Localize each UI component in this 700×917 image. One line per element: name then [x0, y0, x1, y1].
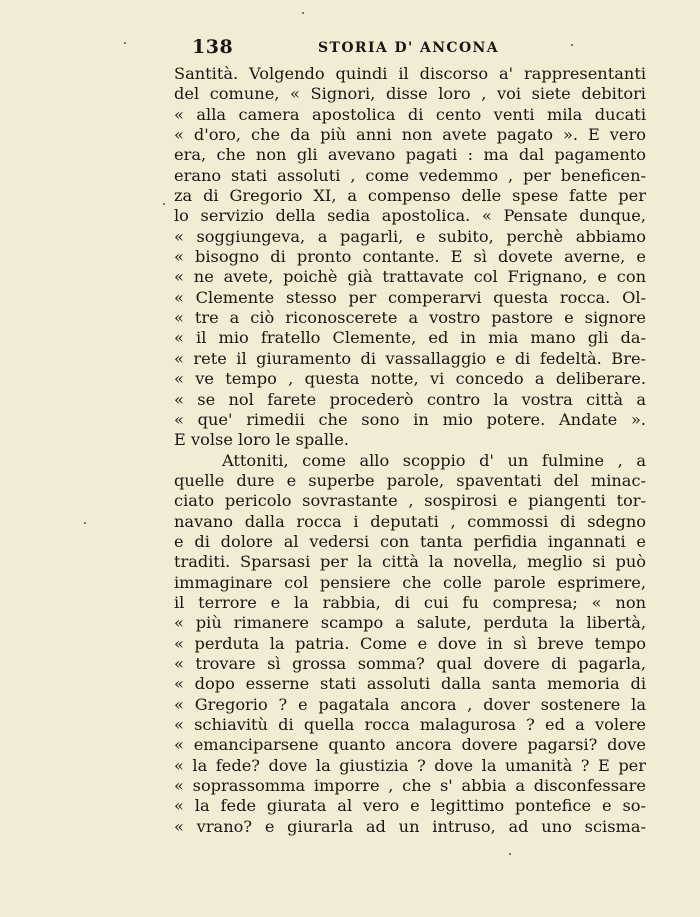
paper-speck — [509, 853, 511, 855]
text-line: Santità. Volgendo quindi il discorso a' rappresentanti — [174, 64, 646, 83]
text-line: « la fede giurata al vero e legittimo pontefice e so- — [174, 796, 646, 816]
text-line: « alla camera apostolica di cento venti mila ducati — [174, 104, 646, 124]
paper-speck — [163, 203, 165, 205]
text-line: « bisogno di pronto contante. E sì dovete averne, e — [174, 247, 646, 267]
text-line: « trovare sì grossa somma? qual dovere di pagarla, — [174, 653, 646, 673]
text-line: « emanciparsene quanto ancora dovere pagarsi? dove — [174, 735, 646, 755]
text-line: « que' rimedii che sono in mio potere. Andate ». — [174, 409, 646, 429]
text-line: « il mio fratello Clemente, ed in mia mano gli da- — [174, 328, 646, 348]
text-line: « vrano? e giurarla ad un intruso, ad uno scisma- — [174, 816, 646, 836]
text-line: « rete il giuramento di vassallaggio e di fedeltà. Bre- — [174, 348, 646, 368]
text-line: « dopo esserne stati assoluti dalla santa memoria di — [174, 674, 646, 694]
text-line: ciato pericolo sovrastante , sospirosi e piangenti tor- — [174, 491, 646, 511]
text-line: « schiavitù di quella rocca malagurosa ? ed a volere — [174, 715, 646, 734]
text-line: za di Gregorio XI, a compenso delle spese fatte per — [174, 186, 646, 206]
text-line: il terrore e la rabbia, di cui fu compresa; « non — [174, 592, 646, 612]
body-text — [174, 64, 646, 837]
text-line: navano dalla rocca i deputati , commossi di sdegno — [174, 511, 646, 531]
text-line: lo servizio della sedia apostolica. « Pensate dunque, — [174, 206, 646, 226]
page-number: 138 — [192, 36, 234, 58]
text-line: « soggiungeva, a pagarli, e subito, perchè abbiamo — [174, 226, 646, 246]
text-line: « soprassomma imporre , che s' abbia a disconfessare — [174, 776, 646, 796]
text-line: « la fede? dove la giustizia ? dove la umanità ? E per — [174, 755, 646, 775]
text-line: immaginare col pensiere che colle parole esprimere, — [174, 572, 646, 592]
text-line: e di dolore al vedersi con tanta perfidia ingannati e — [174, 531, 646, 551]
text-line: « ve tempo , questa notte, vi concedo a deliberare. — [174, 369, 646, 389]
text-line: « Clemente stesso per comperarvi questa rocca. Ol- — [174, 287, 646, 307]
text-line: « d'oro, che da più anni non avete pagato ». E vero — [174, 125, 646, 145]
text-line: « più rimanere scampo a salute, perduta la libertà, — [174, 613, 646, 633]
text-line: E volse loro le spalle. — [174, 430, 349, 450]
text-line: « ne avete, poichè già trattavate col Frignano, e con — [174, 267, 646, 287]
running-title: STORIA D' ANCONA — [318, 40, 500, 56]
paragraph-first-line: Attoniti, come allo scoppio d' un fulmine , a — [222, 450, 646, 470]
text-line: del comune, « Signori, disse loro , voi siete debitori — [174, 84, 646, 104]
text-line: « Gregorio ? e pagatala ancora , dover sostenere la — [174, 694, 646, 714]
text-line: « perduta la patria. Come e dove in sì breve tempo — [174, 633, 646, 653]
paper-speck — [84, 522, 86, 524]
text-line: « se nol farete procederò contro la vostra città a — [174, 389, 646, 409]
text-line: erano stati assoluti , come vedemmo , per beneficen- — [174, 165, 646, 185]
paper-speck — [124, 42, 126, 44]
text-line: quelle dure e superbe parole, spaventati del minac- — [174, 470, 646, 490]
text-line: era, che non gli avevano pagati : ma dal pagamento — [174, 145, 646, 165]
page-header — [0, 36, 700, 60]
paper-speck — [571, 44, 573, 46]
text-line: « tre a ciò riconoscerete a vostro pastore e signore — [174, 308, 646, 328]
text-line: traditi. Sparsasi per la città la novella, meglio si può — [174, 552, 646, 572]
paper-speck — [302, 12, 304, 14]
